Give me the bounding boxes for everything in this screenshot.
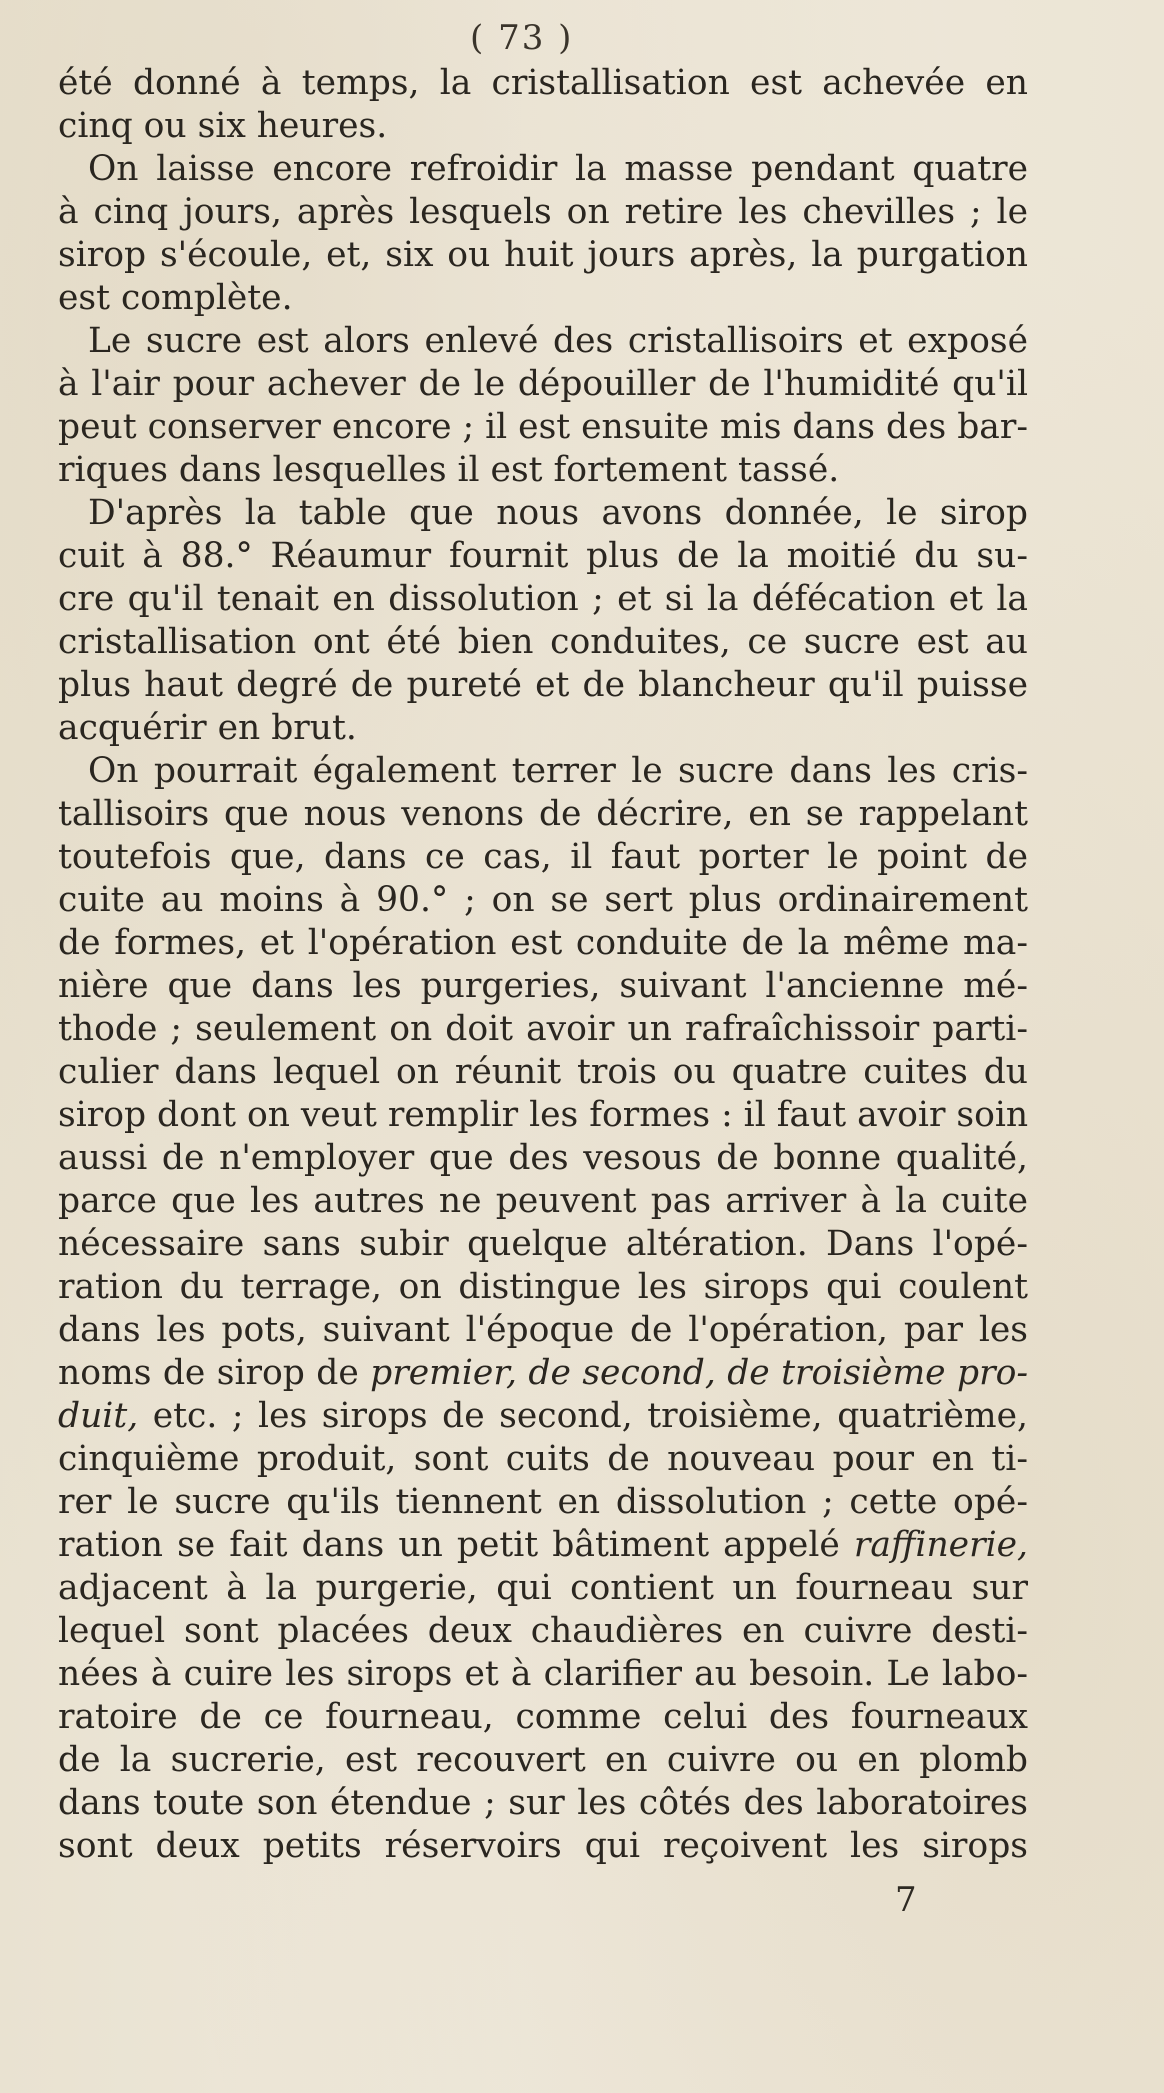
text-line: sirop dont on veut remplir les formes : il faut avoir soin — [58, 1095, 1029, 1135]
text-line: Le sucre est alors enlevé des cristallisoirs et exposé — [88, 321, 1028, 361]
italic-run: premier, de second, de troisième pro- — [370, 1353, 1029, 1393]
text-line — [58, 1395, 1028, 1438]
text-line: lequel sont placées deux chaudières en cuivre desti- — [58, 1611, 1028, 1651]
text-line: On laisse encore refroidir la masse pendant quatre — [88, 149, 1028, 189]
text-line: nécessaire sans subir quelque altération. Dans l'opé- — [58, 1224, 1028, 1264]
text-line: D'après la table que nous avons donnée, le sirop — [88, 493, 1028, 533]
text-line: tallisoirs que nous venons de décrire, en se rappelant — [58, 794, 1028, 834]
text-line: aussi de n'employer que des vesous de bonne qualité, — [58, 1138, 1028, 1178]
text-line: cuit à 88.° Réaumur fournit plus de la moitié du su- — [58, 536, 1028, 576]
text-line: de formes, et l'opération est conduite de la même ma- — [58, 923, 1028, 963]
text-line: plus haut degré de pureté et de blancheur qu'il puisse — [58, 665, 1028, 705]
text-line: dans toute son étendue ; sur les côtés des laboratoires — [58, 1783, 1028, 1823]
body-text — [58, 62, 1028, 1868]
text-line: cinquième produit, sont cuits de nouveau pour en ti- — [58, 1439, 1028, 1479]
page-number: ( 73 ) — [470, 18, 574, 58]
text-line — [58, 1352, 1028, 1395]
text-line: nées à cuire les sirops et à clarifier au besoin. Le labo- — [58, 1654, 1028, 1694]
text-run: ration se fait dans un petit bâtiment appelé — [58, 1525, 840, 1565]
text-line: ration du terrage, on distingue les sirops qui coulent — [58, 1267, 1028, 1307]
text-line: ratoire de ce fourneau, comme celui des fourneaux — [58, 1697, 1028, 1737]
text-line: à l'air pour achever de le dépouiller de l'humidité qu'il — [58, 364, 1028, 404]
text-line: toutefois que, dans ce cas, il faut porter le point de — [58, 837, 1028, 877]
text-line: acquérir en brut. — [58, 708, 357, 748]
italic-run: duit, — [58, 1396, 139, 1436]
text-line: à cinq jours, après lesquels on retire les chevilles ; le — [58, 192, 1028, 232]
text-line — [58, 1524, 1028, 1567]
text-run: noms de sirop de — [58, 1353, 359, 1393]
text-line: rer le sucre qu'ils tiennent en dissolution ; cette opé- — [58, 1482, 1028, 1522]
text-line: cuite au moins à 90.° ; on se sert plus ordinairement — [58, 880, 1028, 920]
text-line: cinq ou six heures. — [58, 106, 388, 146]
text-line: été donné à temps, la cristallisation est achevée en — [58, 63, 1028, 103]
text-line: parce que les autres ne peuvent pas arriver à la cuite — [58, 1181, 1028, 1221]
text-line: thode ; seulement on doit avoir un rafraîchissoir parti- — [58, 1009, 1028, 1049]
text-line: est complète. — [58, 278, 293, 318]
signature-mark: 7 — [895, 1880, 917, 1920]
text-line: sirop s'écoule, et, six ou huit jours après, la purgation — [58, 235, 1028, 275]
text-line: On pourrait également terrer le sucre dans les cris- — [88, 751, 1028, 791]
text-line: peut conserver encore ; il est ensuite mis dans des bar- — [58, 407, 1028, 447]
text-line: riques dans lesquelles il est fortement tassé. — [58, 450, 840, 490]
text-line: adjacent à la purgerie, qui contient un fourneau sur — [58, 1568, 1028, 1608]
text-run: etc. ; les sirops de second, troisième, quatrième, — [152, 1396, 1028, 1436]
text-line: nière que dans les purgeries, suivant l'ancienne mé- — [58, 966, 1028, 1006]
text-line: cristallisation ont été bien conduites, ce sucre est au — [58, 622, 1028, 662]
text-line: sont deux petits réservoirs qui reçoivent les sirops — [58, 1826, 1028, 1866]
text-line: dans les pots, suivant l'époque de l'opération, par les — [58, 1310, 1028, 1350]
italic-run: raffinerie, — [853, 1525, 1028, 1565]
text-line: culier dans lequel on réunit trois ou quatre cuites du — [58, 1052, 1028, 1092]
text-line: de la sucrerie, est recouvert en cuivre ou en plomb — [58, 1740, 1028, 1780]
text-line: cre qu'il tenait en dissolution ; et si la défécation et la — [58, 579, 1028, 619]
